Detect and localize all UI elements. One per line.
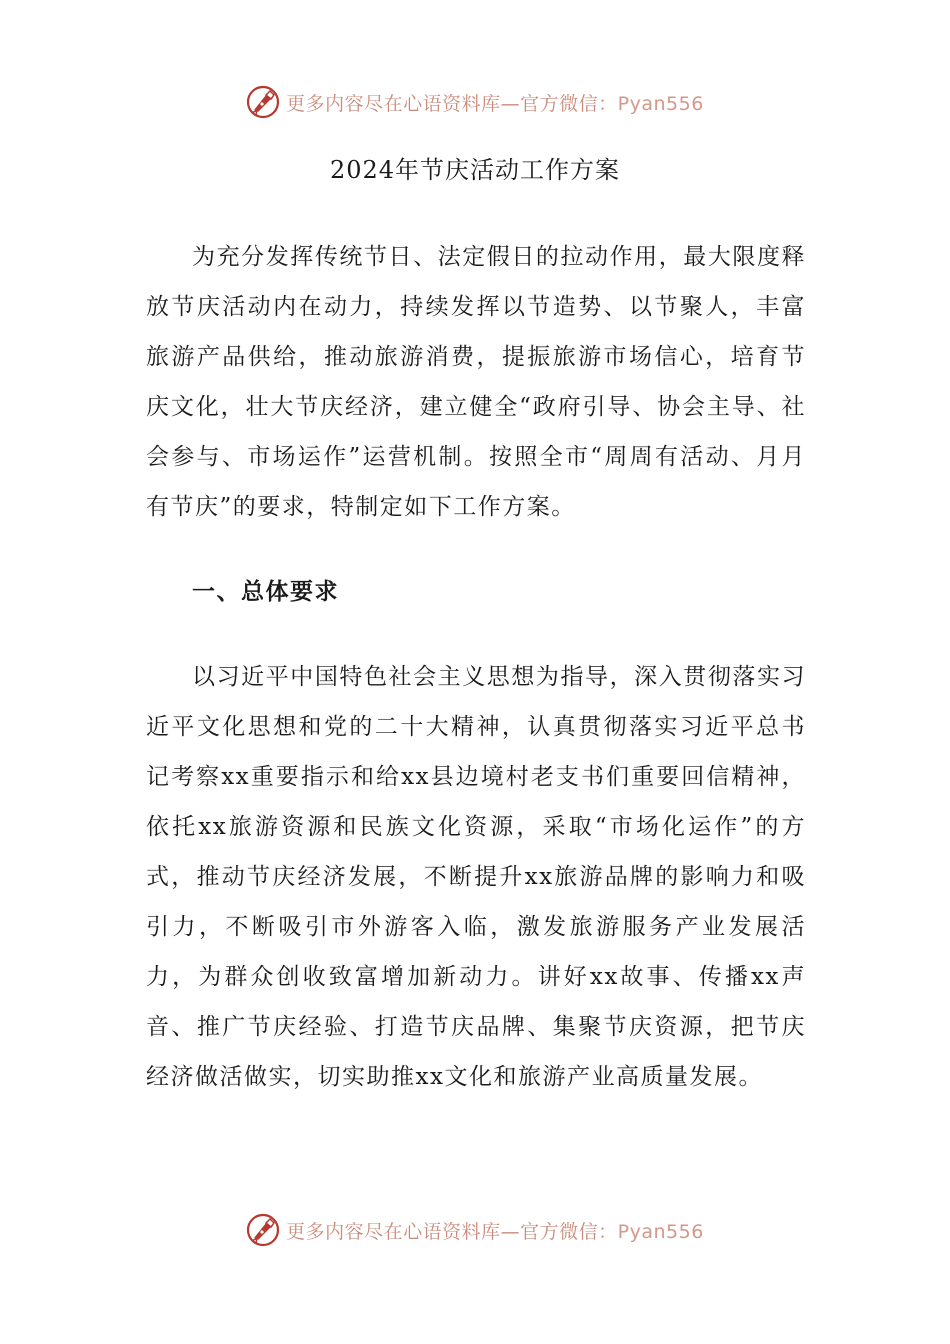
header-watermark-banner bbox=[0, 82, 950, 122]
footer-watermark-banner bbox=[0, 1210, 950, 1250]
wechat-id: Pyan556 bbox=[617, 92, 704, 115]
section-heading: 一、总体要求 bbox=[192, 579, 339, 605]
wechat-id: Pyan556 bbox=[617, 1220, 704, 1243]
section-body-paragraph: 以习近平中国特色社会主义思想为指导，深入贯彻落实习近平文化思想和党的二十大精神，认真贯彻落实习近平总书记考察xx重要指示和给xx县边境村老支书们重要回信精神，依托xx旅游资源和民族文化资源，采取“市场化运作”的方式，推动节庆经济发展，不断提升xx旅游品牌的影响力和吸引力，不断吸引市外游客入临，激发旅游服务产业发展活力，为群众创收致富增加新动力。讲好xx故事、传播xx声音、推广节庆经验、打造节庆品牌、集聚节庆资源，把节庆经济做活做实，切实助推xx文化和旅游产业高质量发展。 bbox=[146, 664, 806, 1090]
document-body bbox=[146, 232, 806, 1102]
intro-paragraph: 为充分发挥传统节日、法定假日的拉动作用，最大限度释放节庆活动内在动力，持续发挥以节造势、以节聚人，丰富旅游产品供给，推动旅游消费，提振旅游市场信心，培育节庆文化，壮大节庆经济，建立健全“政府引导、协会主导、社会参与、市场运作”运营机制。按照全市“周周有活动、月月有节庆”的要求，特制定如下工作方案。 bbox=[146, 244, 806, 520]
document-title: 2024年节庆活动工作方案 bbox=[329, 156, 621, 184]
pen-nib-logo-icon bbox=[246, 85, 280, 119]
banner-text: 更多内容尽在心语资料库—官方微信：Pyan556 bbox=[286, 1220, 704, 1243]
banner-text: 更多内容尽在心语资料库—官方微信：Pyan556 bbox=[286, 92, 704, 115]
pen-nib-logo-icon bbox=[246, 1213, 280, 1247]
